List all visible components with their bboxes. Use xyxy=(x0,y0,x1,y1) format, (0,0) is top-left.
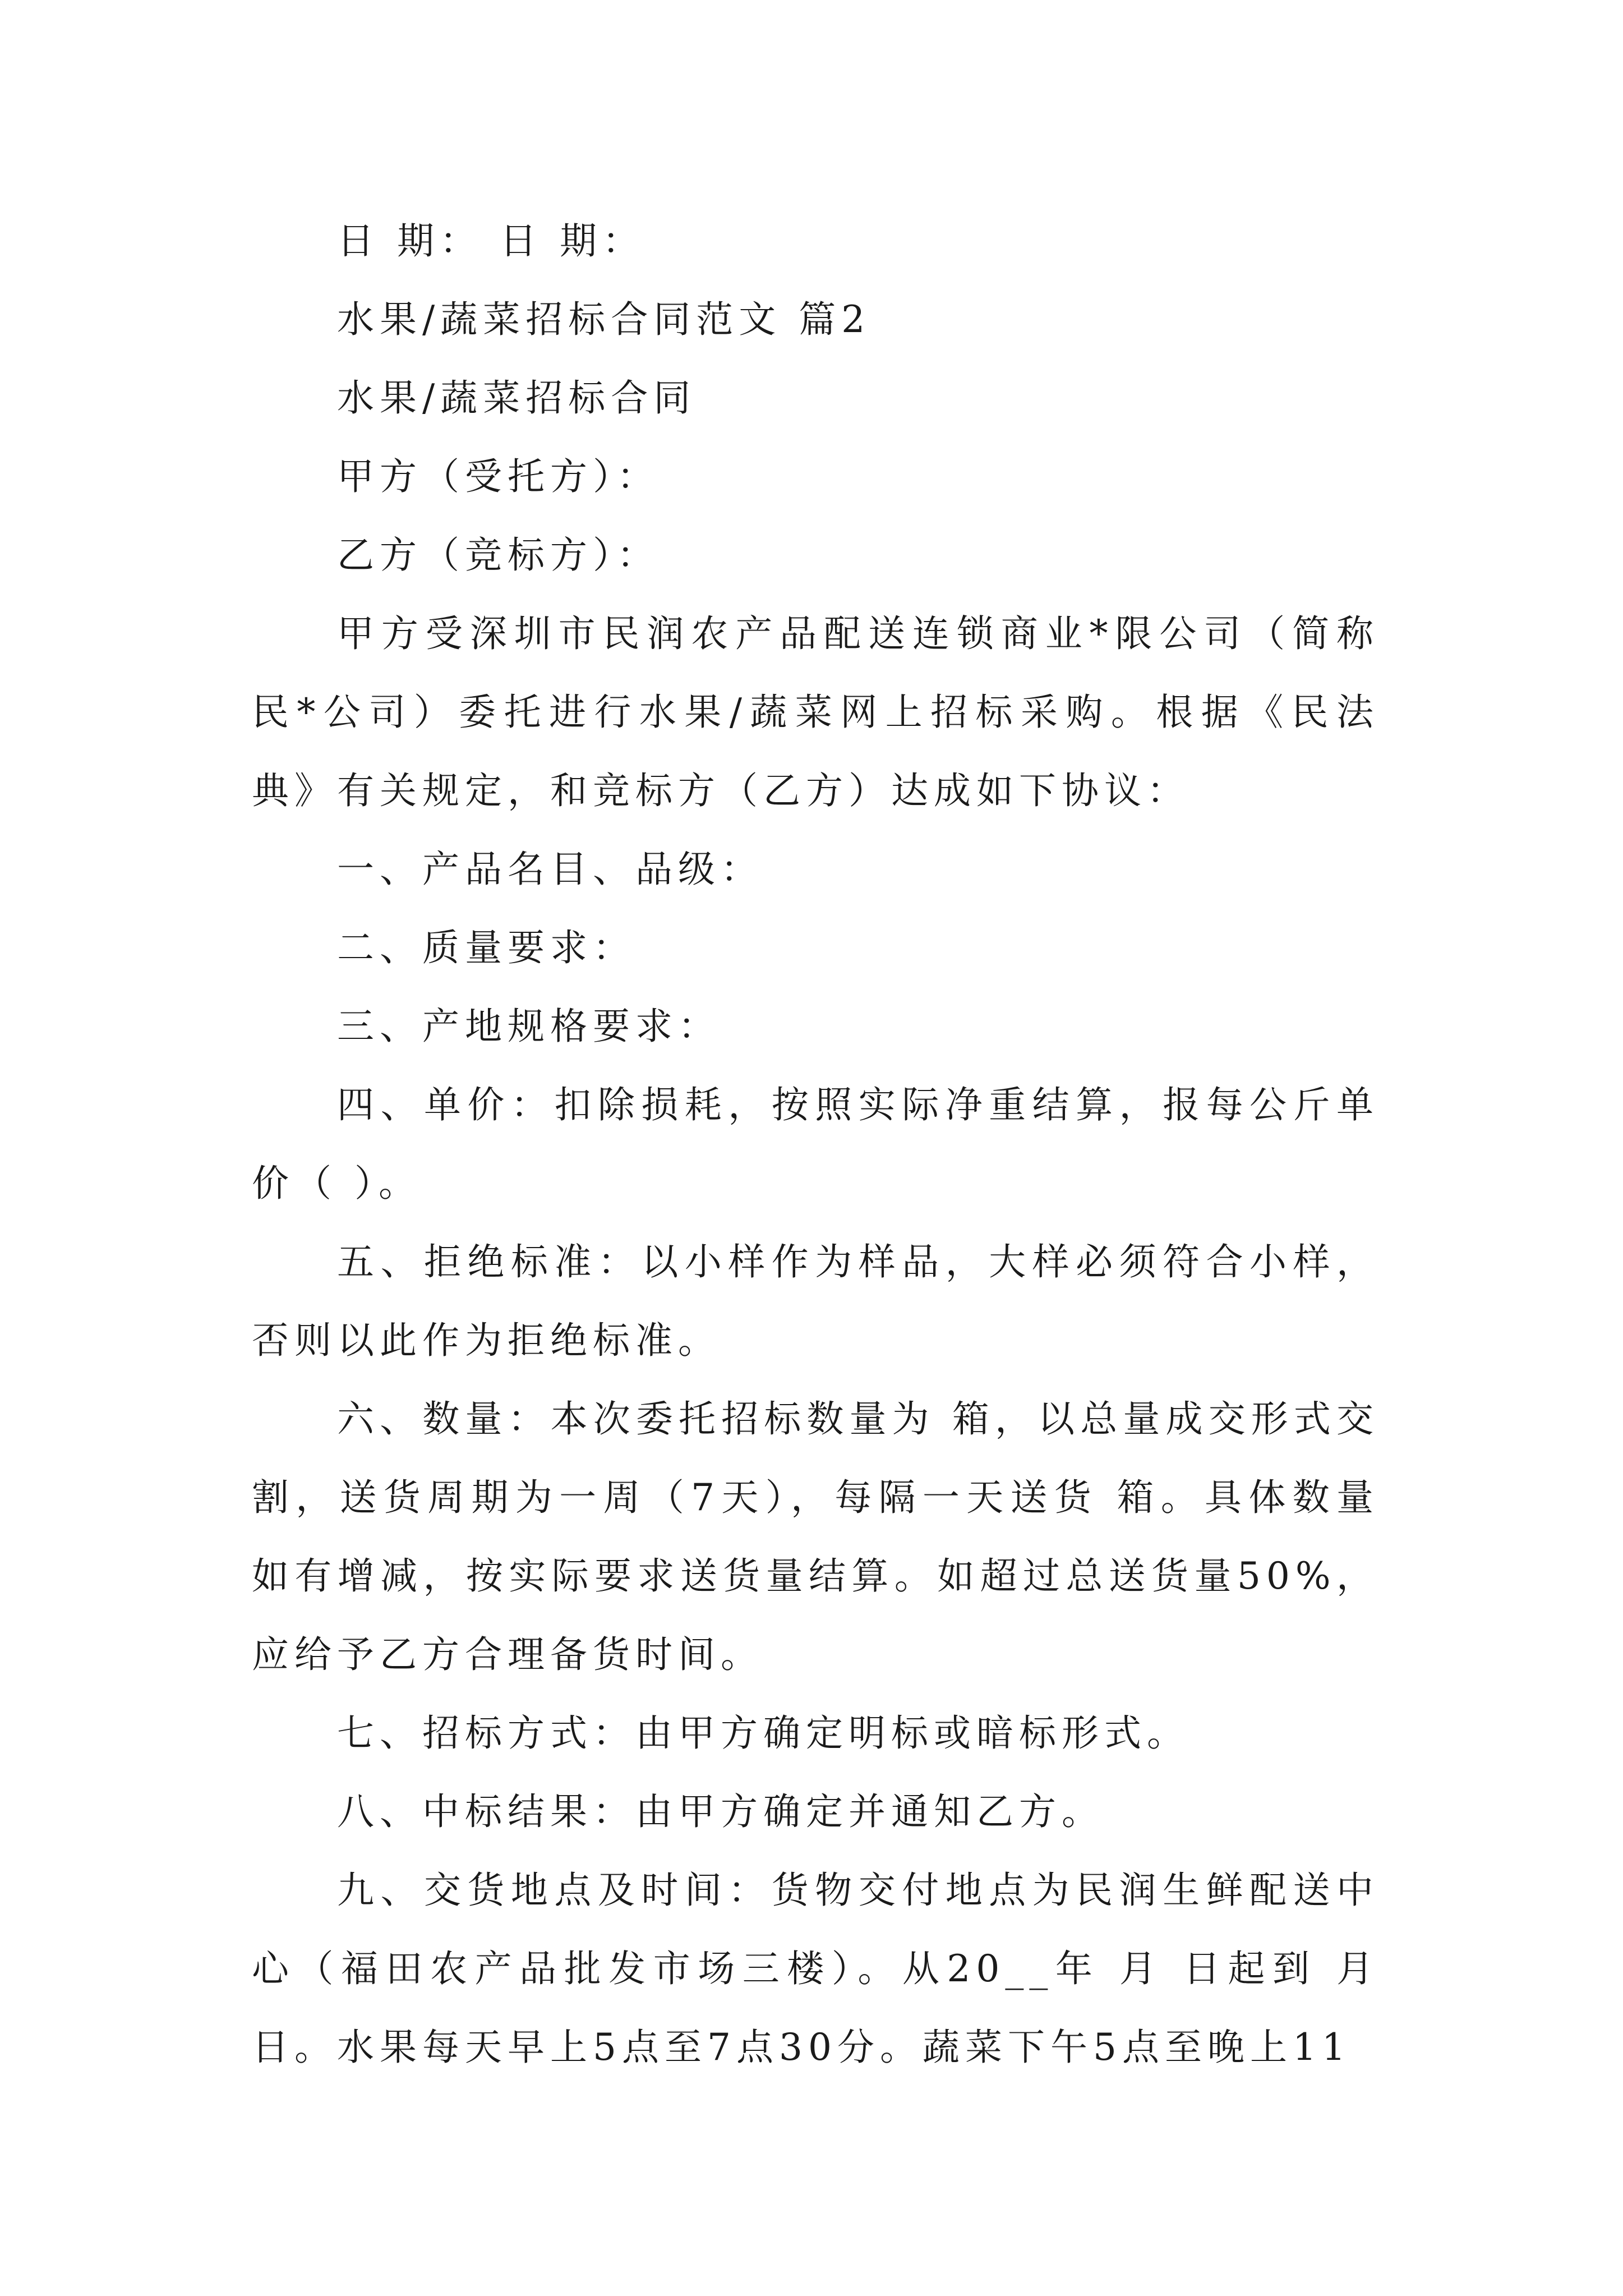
party-b-line: 乙方（竞标方）： xyxy=(337,533,660,577)
clause-9: 九、交货地点及时间：货物交付地点为民润生鲜配送中心（福田农产品批发市场三楼）。从20__年 月 日起到 月 日。水果每天早上5点至7点30分。蔬菜下午5点至晚上11 xyxy=(252,1869,1379,2069)
clause-7: 七、招标方式：由甲方确定明标或暗标形式。 xyxy=(337,1711,1189,1755)
party-a-line: 甲方（受托方）： xyxy=(337,455,660,498)
clause-8: 八、中标结果：由甲方确定并通知乙方。 xyxy=(337,1790,1104,1833)
clause-5: 五、拒绝标准：以小样作为样品，大样必须符合小样，否则以此作为拒绝标准。 xyxy=(252,1240,1379,1362)
preamble-paragraph: 甲方受深圳市民润农产品配送连锁商业*限公司（简称民*公司）委托进行水果/蔬菜网上招标采购。根据《民法典》有关规定，和竞标方（乙方）达成如下协议： xyxy=(252,612,1379,812)
contract-title: 水果/蔬菜招标合同 xyxy=(337,376,697,420)
clause-1: 一、产品名目、品级： xyxy=(337,848,763,891)
clause-2: 二、质量要求： xyxy=(337,926,635,969)
date-line: 日 期： 日 期： xyxy=(337,219,645,263)
clause-6: 六、数量：本次委托招标数量为 箱，以总量成交形式交割，送货周期为一周（7天），每隔一天送货 箱。具体数量如有增减，按实际要求送货量结算。如超过总送货量50%，应给予乙方合理备货时间。 xyxy=(252,1397,1379,1676)
document-body xyxy=(252,202,1379,2087)
clause-4: 四、单价：扣除损耗，按照实际净重结算，报每公斤单价（ ）。 xyxy=(252,1083,1379,1205)
clause-3: 三、产地规格要求： xyxy=(337,1005,721,1048)
section-title: 水果/蔬菜招标合同范文 篇2 xyxy=(337,298,871,341)
